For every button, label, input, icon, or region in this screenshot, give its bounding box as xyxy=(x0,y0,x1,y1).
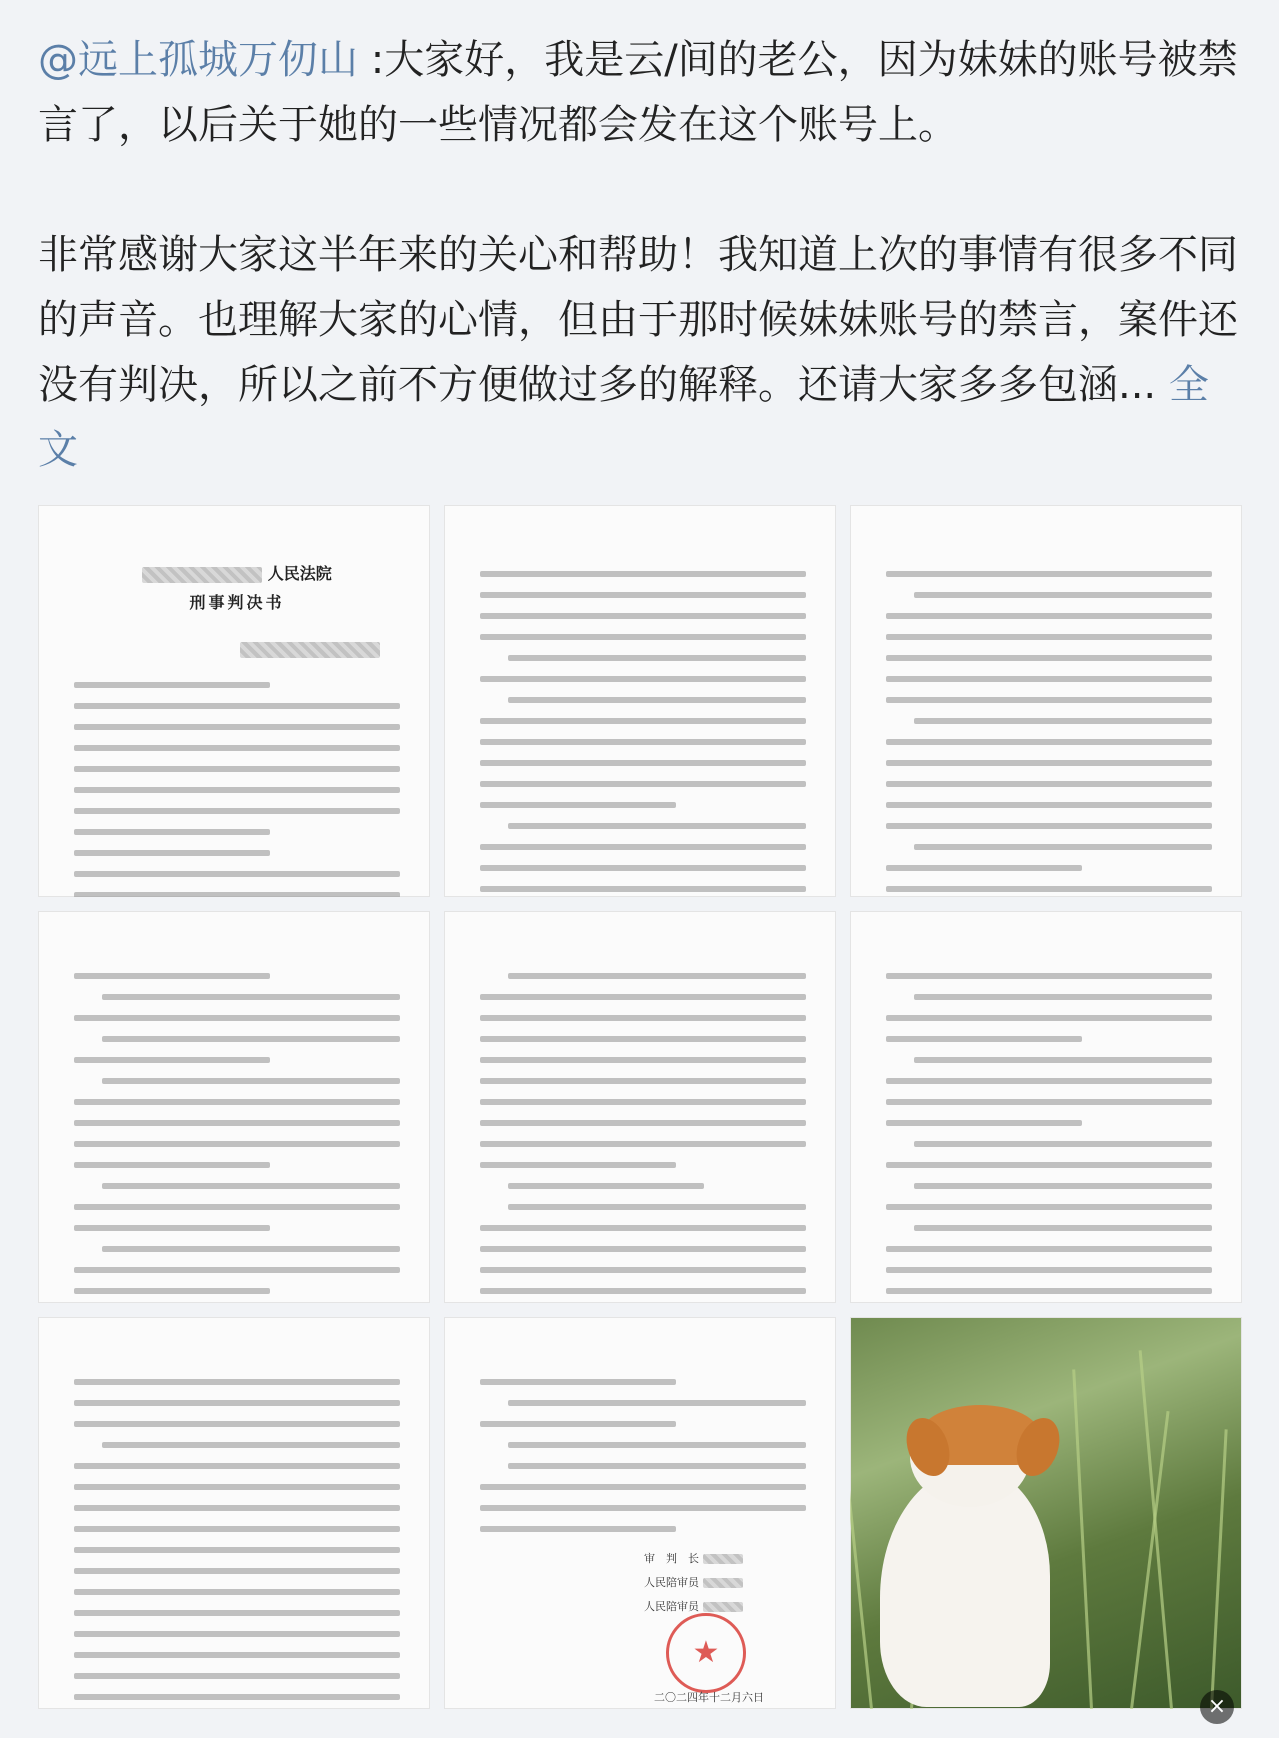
text-line xyxy=(74,1694,400,1700)
text-line xyxy=(480,571,806,577)
text-line xyxy=(508,1183,704,1189)
court-heading xyxy=(74,561,400,613)
text-line xyxy=(886,1267,1212,1273)
text-line xyxy=(74,1421,400,1427)
text-line xyxy=(74,1015,400,1021)
post-line-1-text: :大家好，我是云/间的老公，因为妹妹的账号被禁言了，以后关于她的一些情况都会发在这个账号上。 xyxy=(38,37,1238,148)
text-line xyxy=(480,886,806,892)
text-line xyxy=(74,1505,400,1511)
text-line xyxy=(102,994,400,1000)
text-line xyxy=(886,886,1212,892)
dog-photo[interactable] xyxy=(850,1317,1242,1709)
document-type: 刑事判决书 xyxy=(189,593,285,612)
text-line xyxy=(886,1288,1212,1294)
text-line xyxy=(886,676,1212,682)
text-line xyxy=(914,994,1212,1000)
text-line xyxy=(480,994,806,1000)
text-line xyxy=(74,1057,270,1063)
user-mention-link[interactable]: @远上孤城万仞山 xyxy=(38,37,358,83)
text-line xyxy=(886,1120,1082,1126)
text-line xyxy=(74,808,400,814)
court-name: 人民法院 xyxy=(267,564,332,583)
text-line xyxy=(74,1225,270,1231)
redacted-block xyxy=(142,567,262,583)
text-line xyxy=(74,1673,400,1679)
text-line xyxy=(480,844,806,850)
text-line xyxy=(74,973,270,979)
text-line xyxy=(914,718,1212,724)
text-line xyxy=(886,613,1212,619)
text-line xyxy=(74,850,270,856)
text-line xyxy=(102,1078,400,1084)
text-line xyxy=(886,1162,1212,1168)
text-line xyxy=(508,655,806,661)
text-line xyxy=(480,613,806,619)
text-line xyxy=(886,760,1212,766)
text-line xyxy=(914,1141,1212,1147)
text-line xyxy=(74,1288,270,1294)
text-line xyxy=(480,1120,806,1126)
close-icon[interactable]: × xyxy=(1200,1690,1234,1724)
text-line xyxy=(74,1631,400,1637)
text-line xyxy=(74,787,400,793)
text-line xyxy=(886,1015,1212,1021)
text-line xyxy=(508,1442,806,1448)
text-line xyxy=(886,739,1212,745)
text-line xyxy=(480,1288,806,1294)
text-line xyxy=(74,1568,400,1574)
text-line xyxy=(74,682,270,688)
judgment-date: 二〇二四年十二月六日 xyxy=(654,1691,764,1704)
judgment-page-6[interactable] xyxy=(850,911,1242,1303)
text-line xyxy=(74,1400,400,1406)
text-line xyxy=(74,892,400,897)
judgment-page-8[interactable] xyxy=(444,1317,836,1709)
text-line xyxy=(480,1036,806,1042)
text-line xyxy=(74,1099,400,1105)
text-line xyxy=(886,1078,1212,1084)
text-line xyxy=(480,1505,806,1511)
image-grid xyxy=(38,505,1242,1705)
text-line xyxy=(74,1204,400,1210)
text-line xyxy=(74,829,270,835)
juror-label: 人民陪审员 xyxy=(644,1576,699,1589)
text-line xyxy=(508,1400,806,1406)
text-line xyxy=(102,1442,400,1448)
text-line xyxy=(480,718,806,724)
text-line xyxy=(480,1526,676,1532)
text-line xyxy=(480,676,806,682)
text-line xyxy=(480,781,806,787)
text-line xyxy=(480,1225,806,1231)
redacted-name xyxy=(703,1554,743,1564)
text-line xyxy=(480,1267,806,1273)
text-line xyxy=(74,1547,400,1553)
text-line xyxy=(480,1246,806,1252)
text-line xyxy=(914,592,1212,598)
text-line xyxy=(74,1610,400,1616)
juror-label: 人民陪审员 xyxy=(644,1600,699,1613)
text-line xyxy=(886,655,1212,661)
judgment-page-1[interactable] xyxy=(38,505,430,897)
text-line xyxy=(886,697,1212,703)
text-line xyxy=(886,865,1082,871)
text-line xyxy=(886,973,1212,979)
judgment-page-5[interactable] xyxy=(444,911,836,1303)
text-line xyxy=(508,1463,806,1469)
judgment-page-4[interactable] xyxy=(38,911,430,1303)
text-line xyxy=(508,823,806,829)
text-line xyxy=(74,1120,400,1126)
text-line xyxy=(480,1141,806,1147)
text-line xyxy=(886,1036,1082,1042)
text-line xyxy=(480,1379,676,1385)
text-line xyxy=(508,697,806,703)
text-line xyxy=(74,1463,400,1469)
text-line xyxy=(102,1036,400,1042)
text-line xyxy=(886,823,1212,829)
text-line xyxy=(74,1652,400,1658)
text-line xyxy=(480,802,676,808)
text-line xyxy=(508,1204,806,1210)
redacted-name xyxy=(703,1578,743,1588)
redacted-case-number xyxy=(240,642,380,658)
text-line xyxy=(480,1015,806,1021)
text-line xyxy=(74,1526,400,1532)
text-line xyxy=(102,1246,400,1252)
post-paragraph-2-text: 非常感谢大家这半年来的关心和帮助！我知道上次的事情有很多不同的声音。也理解大家的心情，但由于那时候妹妹账号的禁言，案件还没有判决，所以之前不方便做过多的解释。还请大家多多包涵... xyxy=(38,232,1238,408)
text-line xyxy=(74,745,400,751)
text-line xyxy=(914,1183,1212,1189)
text-line xyxy=(480,1421,676,1427)
text-line xyxy=(74,724,400,730)
post-paragraph-1 xyxy=(38,28,1248,158)
judgment-page-3[interactable] xyxy=(850,505,1242,897)
text-line xyxy=(886,1099,1212,1105)
redacted-name xyxy=(703,1602,743,1612)
text-line xyxy=(886,571,1212,577)
text-line xyxy=(74,703,400,709)
text-line xyxy=(74,1484,400,1490)
text-line xyxy=(74,766,400,772)
court-seal-icon: ★ xyxy=(666,1613,746,1693)
text-line xyxy=(480,1078,806,1084)
text-line xyxy=(74,1589,400,1595)
full-text-link[interactable]: 全文 xyxy=(38,362,1209,473)
signature-block xyxy=(644,1547,743,1619)
post-text xyxy=(38,28,1248,483)
text-line xyxy=(102,1183,400,1189)
judge-label: 审 判 长 xyxy=(644,1552,699,1565)
text-line xyxy=(480,865,806,871)
text-line xyxy=(914,1225,1212,1231)
text-line xyxy=(480,592,806,598)
text-line xyxy=(480,1484,806,1490)
text-line xyxy=(74,871,400,877)
text-line xyxy=(914,1057,1212,1063)
text-line xyxy=(74,1267,400,1273)
text-line xyxy=(480,760,806,766)
text-line xyxy=(480,1099,806,1105)
post-paragraph-2 xyxy=(38,223,1248,483)
text-line xyxy=(74,1141,400,1147)
text-line xyxy=(508,973,806,979)
text-line xyxy=(480,739,806,745)
text-line xyxy=(74,1379,400,1385)
text-line xyxy=(886,781,1212,787)
text-line xyxy=(886,634,1212,640)
text-line xyxy=(480,1162,676,1168)
text-line xyxy=(886,802,1212,808)
text-line xyxy=(914,844,1212,850)
judgment-page-7[interactable] xyxy=(38,1317,430,1709)
judgment-page-2[interactable] xyxy=(444,505,836,897)
text-line xyxy=(886,1204,1212,1210)
text-line xyxy=(480,634,806,640)
text-line xyxy=(74,1162,270,1168)
text-line xyxy=(886,1246,1212,1252)
text-line xyxy=(480,1057,806,1063)
